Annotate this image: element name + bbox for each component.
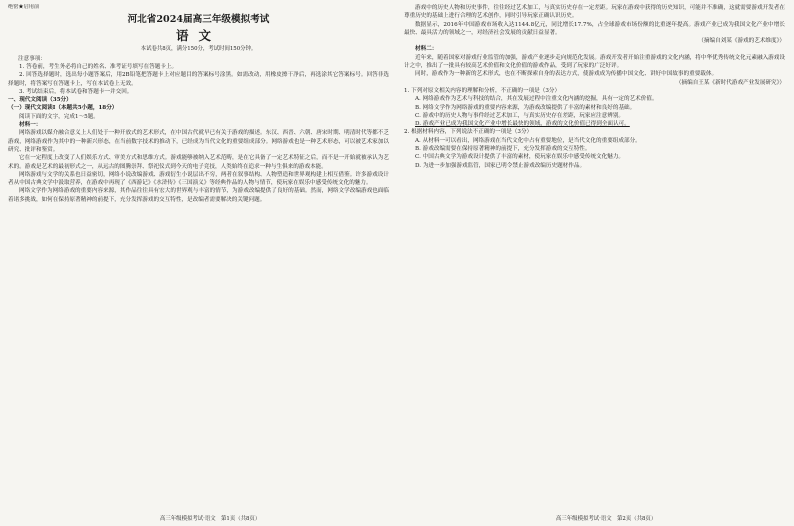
material-label: 材料二： <box>415 46 438 53</box>
paragraph: 游戏中的历史人物和历史事件，往往经过艺术加工，与真实历史存在一定差距。玩家在游戏中获得的历史知识，可能并不准确，这就需要游戏开发者在尊重历史的基础上进行合理的艺术创作，同时引导玩家正确认识历史。 <box>404 5 785 20</box>
page-footer-left: 高三年级模拟考试·语文 第1页（共8页） <box>160 516 261 522</box>
paragraph: 同时，游戏作为一种新的艺术形式，也在不断探索自身的表达方式，使游戏成为传播中国文化、讲好中国故事的重要载体。 <box>415 71 718 78</box>
paragraph: 网络游戏以媒介融合意义上人们处于一种开放式的艺术形式，在中国古代就早已有关于游戏的描述。东汉、西晋、六朝、唐宋时期、明清时代等都不乏游戏，网络游戏作为其中的一种新兴形态，在当前数字技术的推动下，已经成为当代文化的重要组成部分。网络游戏也是一种艺术形态，可以被艺术家加以研究、批评和鉴赏。 <box>8 130 389 153</box>
question-stem: 1. 下列对原文相关内容的理解和分析，不正确的一项是（3分） <box>404 87 561 94</box>
notice-item: 1. 答卷前，考生务必将自己的姓名、准考证号填写在答题卡上。 <box>19 64 178 70</box>
left-column <box>8 4 389 516</box>
section-heading: 一、现代文阅读（35分） <box>8 97 72 104</box>
paragraph: 网络游戏与文学的关系也日益密切，网络小说改编游戏、游戏衍生小说层出不穷，两者在叙事结构、人物塑造和世界观构建上相互借鉴。许多游戏设计者从中国古典文学中汲取营养，在游戏中再现了《西游记》《水浒传》《三国演义》等经典作品的人物与情节，使玩家在娱乐中感受传统文化的魅力。 <box>8 171 389 187</box>
question-option: D. 游戏产业已成为我国文化产业中增长最快的领域，游戏的文化价值已得到全面认可。 <box>415 121 630 128</box>
instruction: 阅读下面的文字，完成1～5题。 <box>19 113 99 120</box>
paragraph: 近年来，随着国家对游戏行业监管的加强，游戏产业逐步走向规范化发展。游戏开发者开始注重游戏的文化内涵，将中华优秀传统文化元素融入游戏设计之中，推出了一批具有较高艺术价值和文化价值的游戏作品，受到了玩家的广泛好评。 <box>404 54 785 70</box>
question-option: D. 为进一步加强游戏监管，国家已明令禁止游戏改编历史题材作品。 <box>415 162 586 169</box>
question-option: C. 中国古典文学为游戏设计提供了丰富的素材，使玩家在娱乐中感受传统文化魅力。 <box>415 154 625 161</box>
source-note: （摘编自刘某《游戏的艺术维度》） <box>698 38 785 45</box>
page-footer-right: 高三年级模拟考试·语文 第2页（共8页） <box>556 516 657 522</box>
paragraph: 数据显示，2016年中国游戏市场收入达1144.8亿元，同比增长17.7%，占全球游戏市场份额的比重逐年提高。游戏产业已成为我国文化产业中增长最快、最具活力的领域之一，对经济社会发展的贡献日益显著。 <box>404 21 785 36</box>
question-option: C. 游戏中的历史人物与事件经过艺术加工，与真实历史存在差距，玩家应注意辨别。 <box>415 112 625 119</box>
question-option: B. 游戏改编需要在保持原著精神的前提下，充分发挥游戏的交互特性。 <box>415 146 591 153</box>
notice-item: 3. 考试结束后，将本试卷和答题卡一并交回。 <box>19 88 133 95</box>
question-option: A. 从材料一可以看出，网络游戏在当代文化中占有重要地位，是当代文化的重要组成部分。 <box>415 137 641 144</box>
paragraph: 它在一定程度上改变了人们娱乐方式、审美方式和思维方式。游戏能够被纳入艺术范畴，是在它具备了一定艺术特征之后，而不是一开始就被承认为艺术的。游戏是艺术的最初形式之一，从远古的图腾崇拜、祭祀仪式到今天的电子竞技，人类始终在追求一种与生俱来的游戏本能。 <box>8 155 389 170</box>
exam-title: 河北省2024届高三年级模拟考试 <box>127 14 270 25</box>
paragraph: 网络文学作为网络游戏的重要内容来源，其作品往往具有宏大的世界观与丰富的情节，为游戏改编提供了良好的基础。然而，网络文学改编游戏也面临着诸多挑战，如何在保持原著精神的前提下，充分发挥游戏的交互特性，是改编者需要解决的关键问题。 <box>8 188 389 203</box>
right-column <box>404 4 785 516</box>
question-option: B. 网络文学作为网络游戏的重要内容来源，为游戏改编提供了丰富的素材和良好的基础。 <box>415 104 636 111</box>
subject-title: 语文 <box>175 28 221 43</box>
material-label: 材料一： <box>19 122 42 129</box>
question-option: A. 网络游戏作为艺术与科技的结合，其在发展过程中注重文化内涵的挖掘，具有一定的艺术价值。 <box>415 96 658 103</box>
notice-item: 2. 回答选择题时，选出每小题答案后，用2B铅笔把答题卡上对应题目的答案标号涂黑。如需改动，用橡皮擦干净后，再选涂其它答案标号。回答非选择题时，将答案写在答题卡上，写在本试卷上无效。 <box>8 72 389 87</box>
exam-meta: 本试卷共8页，满分150分，考试时间150分钟。 <box>140 46 257 52</box>
question-stem: 2. 根据材料内容，下列说法不正确的一项是（3分） <box>404 129 533 136</box>
source-note: （摘编自王某《新时代游戏产业发展研究》） <box>675 79 785 86</box>
subsection-heading: （一）现代文阅读Ⅰ（本题共5小题，18分） <box>8 105 118 112</box>
secret-mark: 绝密★启用前 <box>8 4 40 10</box>
notice-heading: 注意事项： <box>18 56 46 62</box>
